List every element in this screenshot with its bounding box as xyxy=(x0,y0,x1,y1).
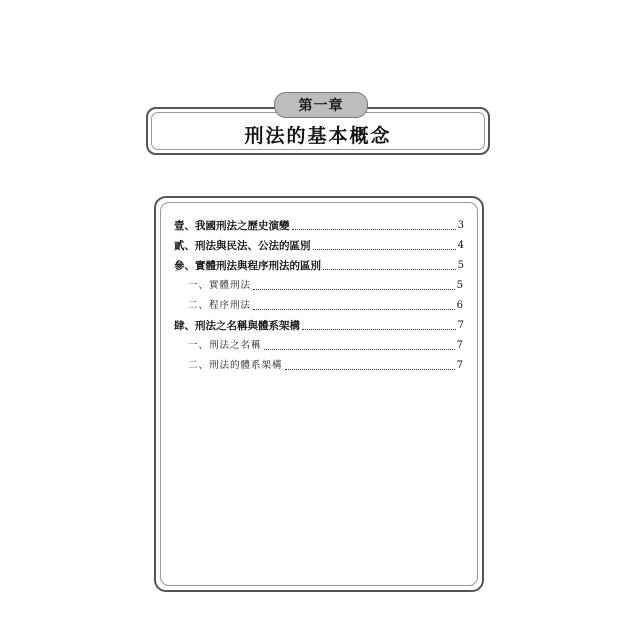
toc-page-number: 7 xyxy=(456,340,464,351)
toc-subentry[interactable] xyxy=(174,332,464,352)
toc-entry[interactable] xyxy=(174,252,464,272)
toc-leader-dots xyxy=(313,248,456,250)
toc-leader-dots xyxy=(323,268,456,270)
toc-page-number: 5 xyxy=(457,260,464,271)
toc-leader-dots xyxy=(264,348,455,350)
toc-entry-label: 一、刑法之名稱 xyxy=(188,340,262,351)
toc-leader-dots xyxy=(285,368,455,370)
toc-entry[interactable] xyxy=(174,232,464,252)
toc-page-number: 7 xyxy=(457,320,464,331)
table-of-contents xyxy=(174,212,464,372)
toc-leader-dots xyxy=(253,308,455,310)
chapter-label: 第一章 xyxy=(298,98,344,114)
toc-leader-dots xyxy=(292,228,456,230)
toc-entry-label: 壹、我國刑法之歷史演變 xyxy=(174,220,290,232)
toc-entry[interactable] xyxy=(174,212,464,232)
toc-leader-dots xyxy=(302,328,456,330)
toc-page-number: 5 xyxy=(456,280,464,291)
toc-entry-label: 一、實體刑法 xyxy=(188,280,252,291)
toc-subentry[interactable] xyxy=(174,272,464,292)
toc-entry-label: 肆、刑法之名稱與體系架構 xyxy=(174,320,300,332)
toc-entry-label: 參、實體刑法與程序刑法的區別 xyxy=(174,260,321,272)
toc-entry-label: 二、刑法的體系架構 xyxy=(188,360,283,371)
toc-page-number: 3 xyxy=(457,220,464,231)
toc-page-number: 4 xyxy=(457,240,464,251)
toc-page-number: 6 xyxy=(456,300,464,311)
toc-page-number: 7 xyxy=(456,360,464,371)
toc-entry-label: 貳、刑法與民法、公法的區別 xyxy=(174,240,311,252)
toc-entry-label: 二、程序刑法 xyxy=(188,300,252,311)
toc-subentry[interactable] xyxy=(174,352,464,372)
toc-leader-dots xyxy=(253,288,455,290)
toc-entry[interactable] xyxy=(174,312,464,332)
chapter-label-tab xyxy=(274,92,368,118)
chapter-title: 刑法的基本概念 xyxy=(244,125,392,147)
toc-subentry[interactable] xyxy=(174,292,464,312)
